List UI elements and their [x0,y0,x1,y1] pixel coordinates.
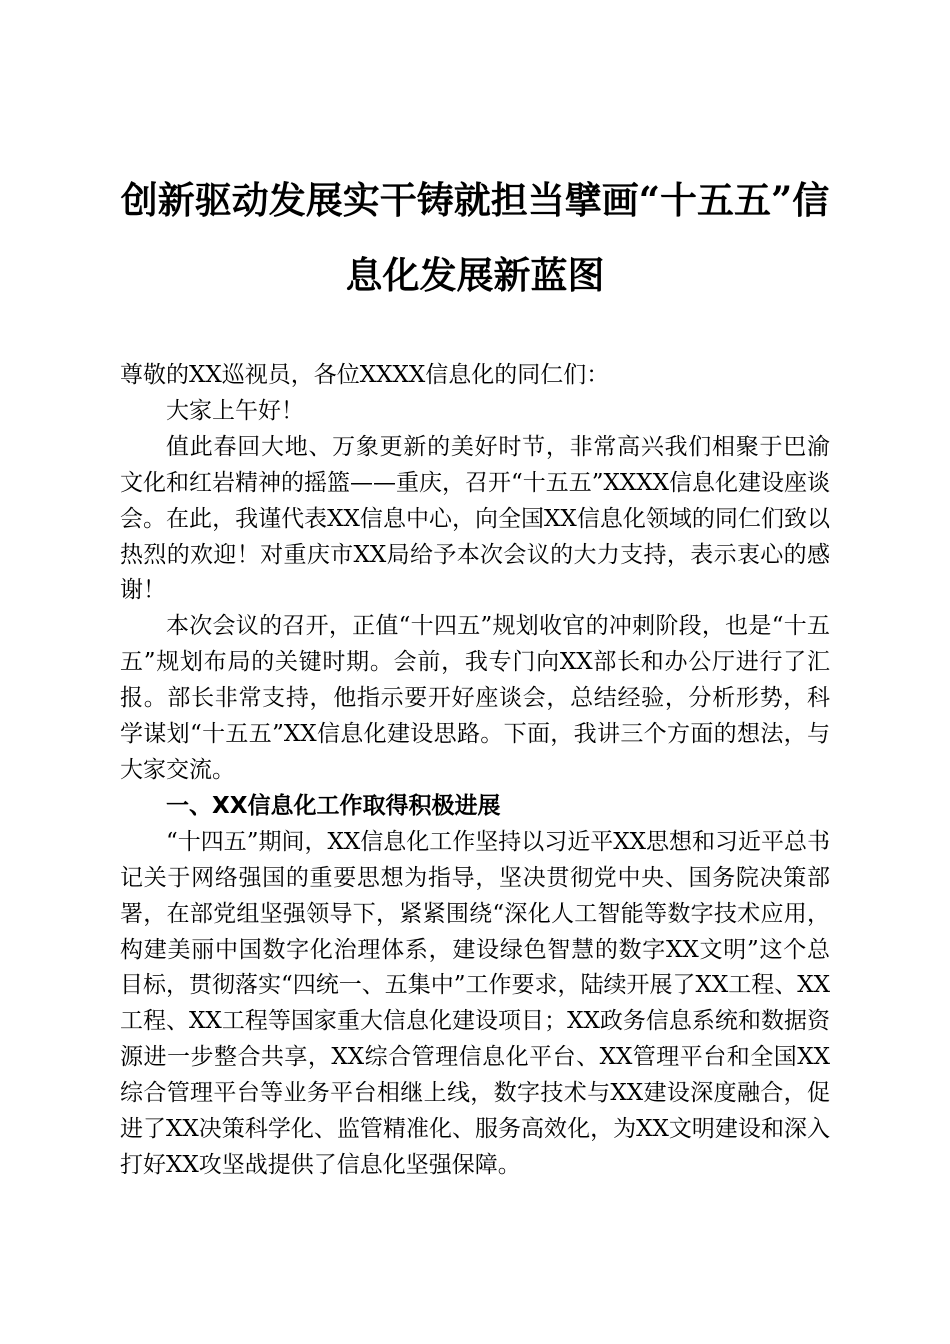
section-heading: 一、XX信息化工作取得积极进展 [166,792,501,819]
document-title-line-2: 息化发展新蓝图 [345,253,605,297]
paragraph-progress: “十四五”期间，XX信息化工作坚持以习近平XX思想和习近平总书记关于网络强国的重要思想为指导，坚决贯彻党中央、国务院决策部署，在部党组坚强领导下，紧紧围绕“深化人工智能等数字技术应用，构建美丽中国数字化治理体系，建设绿色智慧的数字XX文明”这个总目标，贯彻落实“四统一、五集中”工作要求，陆续开展了XX工程、XX工程、XX工程等国家重大信息化建设项目；XX政务信息系统和数据资源进一步整合共享，XX综合管理信息化平台、XX管理平台和全国XX综合管理平台等业务平台相继上线，数字技术与XX建设深度融合，促进了XX决策科学化、监管精准化、服务高效化，为XX文明建设和深入打好XX攻坚战提供了信息化坚强保障。 [120,828,831,1178]
paragraph-meeting-context: 本次会议的召开，正值“十四五”规划收官的冲刺阶段，也是“十五五”规划布局的关键时期。会前，我专门向XX部长和办公厅进行了汇报。部长非常支持，他指示要开好座谈会，总结经验，分析形势，科学谋划“十五五”XX信息化建设思路。下面，我讲三个方面的想法，与大家交流。 [120,613,830,783]
greeting: 大家上午好！ [166,397,304,424]
document-body [120,358,830,1184]
paragraph-welcome: 值此春回大地、万象更新的美好时节，非常高兴我们相聚于巴渝文化和红岩精神的摇篮——重庆，召开“十五五”XXXX信息化建设座谈会。在此，我谨代表XX信息中心，向全国XX信息化领域的同仁们致以热烈的欢迎！对重庆市XX局给予本次会议的大力支持，表示衷心的感谢！ [120,433,831,604]
document-title-line-1: 创新驱动发展实干铸就担当擘画“十五五”信 [120,178,830,222]
salutation: 尊敬的XX巡视员，各位XXXX信息化的同仁们： [120,362,610,388]
